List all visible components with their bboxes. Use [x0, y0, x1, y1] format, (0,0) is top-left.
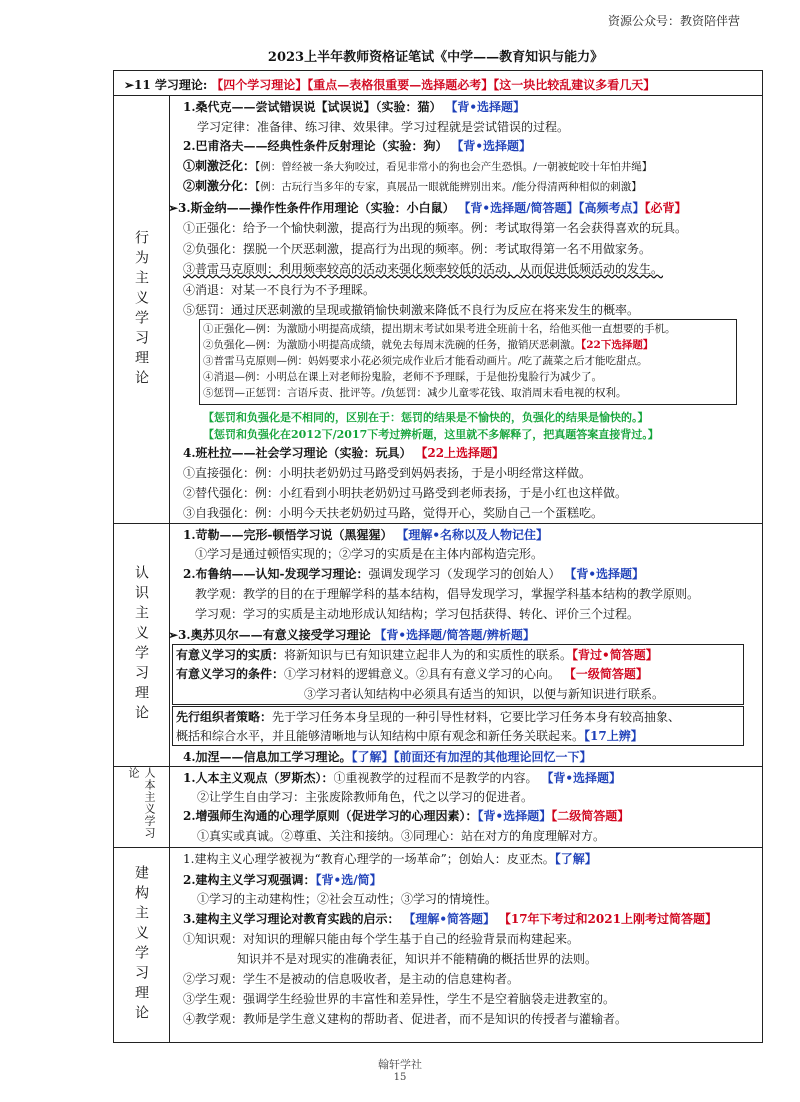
- example-line: ①正强化—例：为激励小明提高成绩，提出期末考试如果考进全班前十名，给他买他一直想要的手机。: [203, 323, 676, 335]
- divider: [113, 766, 763, 767]
- section-label-behavior: 行为主义学习理论: [133, 229, 149, 390]
- page-number: 15: [393, 1072, 407, 1083]
- topic-tag: 【这一块比较乱建议多看几天】: [493, 78, 656, 92]
- topic-row: [124, 77, 655, 93]
- green-note: 【惩罚和负强化在2012下/2017下考过辨析题，这里就不多解释了，把真题答案直接背过。】: [203, 428, 659, 441]
- meaningful-conditions: 有意义学习的条件：①学习材料的逻辑意义。②具有有意义学习的心向。 【一级简答题】: [176, 667, 648, 681]
- premack-principle: ③普雷马克原则：利用频率较高的活动来强化频率较低的活动，从而促进低频活动的发生。: [183, 262, 664, 276]
- advance-organizer-cont: 概括和综合水平，并且能够清晰地与认知结构中原有观念和新任务关联起来。【17上辨】: [176, 729, 643, 743]
- page-footer: [0, 1056, 800, 1083]
- green-note: 【惩罚和负强化是不相同的，区别在于：惩罚的结果是不愉快的，负强化的结果是愉快的。】: [203, 411, 649, 424]
- topic-label: ➢11 学习理论:: [124, 78, 208, 92]
- extinction: ④消退：对某一不良行为不予理睬。: [183, 283, 376, 297]
- page-title: 2023上半年教师资格证笔试《中学——教育知识与能力》: [267, 50, 604, 65]
- top-bar: [0, 0, 800, 40]
- knowledge-view: ①知识观：对知识的理解只能由每个学生基于自己的经验背景而构建起来。: [183, 932, 580, 946]
- meaningful-essence: 有意义学习的实质：将新知识与已有知识建立起非人为的和实质性的联系。【背过•简答题】: [176, 648, 658, 662]
- footer-brand: 翰轩学社: [378, 1058, 422, 1071]
- self-reinforcement: ③自我强化：例：小明今天扶老奶奶过马路，觉得开心，奖励自己一个蛋糕吃。: [183, 506, 604, 520]
- communication-points: ①真实或真诚。②尊重、关注和接纳。③同理心：站在对方的角度理解对方。: [197, 829, 606, 843]
- gagne-heading: 4.加涅——信息加工学习理论。【了解】【前面还有加涅的其他理论回忆一下】: [183, 750, 592, 764]
- stimulus-discrimination: ②刺激分化：【例：古玩行当多年的专家，真展品一眼就能辨别出来。/能分得清两种相似的刺激】: [183, 179, 642, 193]
- example-line: ④消退—例：小明总在课上对老师扮鬼脸，老师不予理睬，于是他扮鬼脸行为减少了。: [203, 371, 602, 383]
- divider: [113, 95, 763, 96]
- rogers-point: ②让学生自由学习：主张废除教师角色，代之以学习的促进者。: [197, 790, 534, 804]
- constructivism-intro: 1.建构主义心理学被视为“教育心理学的一场革命”；创始人：皮亚杰。【了解】: [183, 852, 597, 866]
- topic-tag: 【重点—表格很重要—选择题必考】: [307, 78, 494, 92]
- advance-organizer: 先行组织者策略：先于学习任务本身呈现的一种引导性材料，它要比学习任务本身有较高抽象、: [176, 710, 681, 724]
- knowledge-view-cont: 知识并不是对现实的准确表征，知识并不能精确的概括世界的法则。: [237, 952, 598, 966]
- kohler-points: ①学习是通过顿悟实现的；②学习的实质是在主体内部构造完形。: [195, 547, 544, 561]
- source-label: 资源公众号：教资陪伴营: [607, 14, 740, 28]
- column-divider: [169, 95, 170, 1042]
- thorndike-heading: 1.桑代克——尝试错误说【试误说】（实验：猫） 【背•选择题】: [183, 100, 526, 114]
- topic-tag: 【四个学习理论】: [211, 78, 308, 92]
- bruner-teaching: 教学观：教学的目的在于理解学科的基本结构，倡导发现学习，掌握学科基本结构的教学原则。: [195, 587, 700, 601]
- communication-heading: 2.增强师生沟通的心理学原则（促进学习的心理因素）：【背•选择题】【二级简答题】: [183, 809, 630, 823]
- example-line: ③普雷马克原则—例：妈妈要求小花必须完成作业后才能看动画片。/吃了蔬菜之后才能吃甜点。: [203, 355, 648, 367]
- student-view: ③学生观：强调学生经验世界的丰富性和差异性，学生不是空着脑袋走进教室的。: [183, 992, 616, 1006]
- pavlov-heading: 2.巴甫洛夫——经典性条件反射理论（实验：狗） 【背•选择题】: [183, 139, 532, 153]
- learning-view: ②学习观：学生不是被动的信息吸收者，是主动的信息建构者。: [183, 972, 520, 986]
- negative-reinforcement: ②负强化：摆脱一个厌恶刺激，提高行为出现的频率。例：考试取得第一名不用做家务。: [183, 242, 652, 256]
- bandura-heading: 4.班杜拉——社会学习理论（实验：玩具） 【22上选择题】: [183, 446, 505, 460]
- punishment: ⑤惩罚：通过厌恶刺激的呈现或撤销愉快刺激来降低不良行为反应在将来发生的概率。: [183, 303, 640, 317]
- ausubel-heading: ➢3.奥苏贝尔——有意义接受学习理论 【背•选择题/简答题/辨析题】: [168, 628, 535, 642]
- example-line: ⑤惩罚—正惩罚：言语斥责、批评等。/负惩罚：减少儿童零花钱、取消周末看电视的权利。: [203, 387, 627, 399]
- section-label-construct: 建构主义学习理论: [133, 865, 149, 1025]
- kohler-heading: 1.苛勒——完形-顿悟学习说（黑猩猩） 【理解•名称以及人物记住】: [183, 528, 549, 542]
- positive-reinforcement: ①正强化：给予一个愉快刺激，提高行为出现的频率。例：考试取得第一名会获得喜欢的玩具。: [183, 221, 688, 235]
- vicarious-reinforcement: ②替代强化：例：小红看到小明扶老奶奶过马路受到老师表扬，于是小红也这样做。: [183, 486, 628, 500]
- bruner-heading: 2.布鲁纳——认知-发现学习理论：强调发现学习（发现学习的创始人） 【背•选择题】: [183, 567, 645, 581]
- skinner-heading: ➢3.斯金纳——操作性条件作用理论（实验：小白鼠） 【背•选择题/简答题】【高频考点】【必背】: [168, 201, 687, 215]
- teaching-view: ④教学观：教师是学生意义建构的帮助者、促进者，而不是知识的传授者与灌输者。: [183, 1012, 628, 1026]
- constructivism-implications-heading: 3.建构主义学习理论对教育实践的启示： 【理解•简答题】 【17年下考过和2021上刚考过简答题】: [183, 912, 717, 926]
- divider: [113, 523, 763, 524]
- constructivism-view-heading: 2.建构主义学习观强调：【背•选/简】: [183, 873, 382, 887]
- divider: [113, 847, 763, 848]
- bruner-learning: 学习观：学习的实质是主动地形成认知结构；学习包括获得、转化、评价三个过程。: [195, 607, 640, 621]
- thorndike-laws: 学习定律：准备律、练习律、效果律。学习过程就是尝试错误的过程。: [197, 120, 570, 134]
- direct-reinforcement: ①直接强化：例：小明扶老奶奶过马路受到妈妈表扬，于是小明经常这样做。: [183, 466, 592, 480]
- example-line: ②负强化—例：为激励小明提高成绩，就免去每周末洗碗的任务，撤销厌恶刺激。【22下选择题】: [203, 339, 654, 351]
- constructivism-view: ①学习的主动建构性；②社会互动性；③学习的情境性。: [197, 892, 498, 906]
- stimulus-generalization: ①刺激泛化：【例：曾经被一条大狗咬过，看见非常小的狗也会产生恐惧。/一朝被蛇咬十年怕井绳】: [183, 159, 653, 173]
- section-label-humanism: 人本主义学习论: [127, 767, 156, 839]
- section-label-cognitive: 认识主义学习理论: [133, 565, 149, 725]
- rogers-heading: 1.人本主义观点（罗斯杰）：①重视教学的过程而不是教学的内容。 【背•选择题】: [183, 771, 622, 785]
- meaningful-condition-3: ③学习者认知结构中必须具有适当的知识，以便与新知识进行联系。: [304, 687, 665, 701]
